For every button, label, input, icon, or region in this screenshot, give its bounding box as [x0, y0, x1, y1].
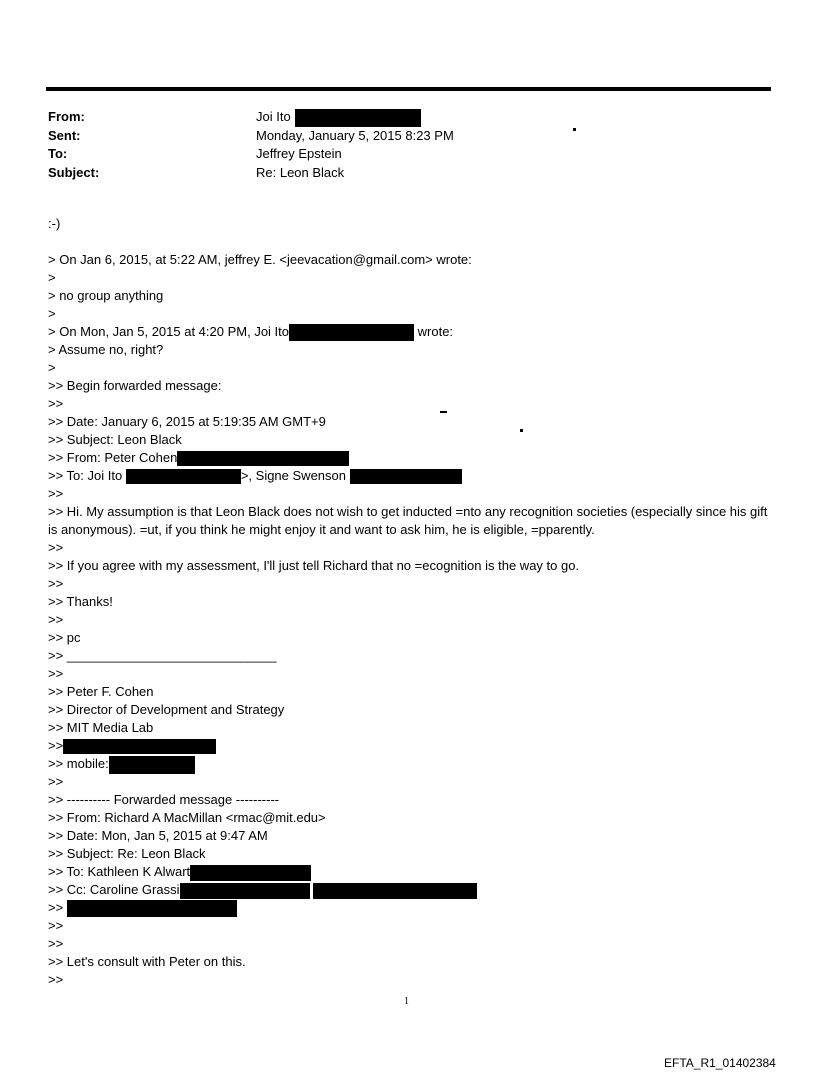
- body-line: >> Date: Mon, Jan 5, 2015 at 9:47 AM: [48, 828, 268, 843]
- body-line: >>: [48, 936, 64, 951]
- redaction-block: [350, 469, 462, 484]
- body-line: > Assume no, right?: [48, 342, 164, 357]
- redaction-block: [63, 739, 216, 754]
- subject-label: Subject:: [48, 164, 100, 180]
- body-line: >: [48, 360, 56, 375]
- from-name: Joi Ito: [256, 109, 291, 124]
- scan-speck: [573, 128, 576, 131]
- body-text: >> Cc: Caroline Grassi: [48, 882, 180, 897]
- to-value: Jeffrey Epstein: [256, 146, 342, 161]
- body-line: >> If you agree with my assessment, I'll just tell Richard that no =ecognition is the way to go.: [48, 558, 580, 573]
- redaction-block: [289, 324, 414, 341]
- body-line: [48, 863, 778, 881]
- body-paragraph: >> Hi. My assumption is that Leon Black does not wish to get inducted =nto any recognition societies (especially since his gift is anonymous). =ut, if you think he might enjoy it and want to ask him, he is eligible, =pparently.: [48, 504, 768, 537]
- redaction-block: [177, 451, 349, 466]
- body-line: >> pc: [48, 630, 81, 645]
- redaction-block: [180, 883, 310, 899]
- body-line: >> Date: January 6, 2015 at 5:19:35 AM GMT+9: [48, 414, 326, 429]
- body-text: wrote:: [417, 324, 454, 339]
- body-line: >> Thanks!: [48, 594, 113, 609]
- body-text: >> mobile:: [48, 756, 109, 771]
- body-line: >> Peter F. Cohen: [48, 684, 154, 699]
- body-line: >>: [48, 576, 64, 591]
- body-line: > On Jan 6, 2015, at 5:22 AM, jeffrey E. <jeevacation@gmail.com> wrote:: [48, 252, 472, 267]
- redaction-block: [295, 109, 421, 127]
- body-line: >: [48, 306, 56, 321]
- body-line: [48, 881, 778, 899]
- body-line: [48, 737, 778, 755]
- body-text: >>: [48, 900, 64, 915]
- body-text: > On Mon, Jan 5, 2015 at 4:20 PM, Joi Ito: [48, 324, 290, 339]
- redaction-block: [109, 756, 195, 774]
- body-line: >> _____________________________: [48, 648, 277, 663]
- body-text: >>: [48, 738, 64, 753]
- body-line: [48, 449, 778, 467]
- body-text: >> To: Kathleen K Alwart: [48, 864, 191, 879]
- body-line: >>: [48, 972, 64, 987]
- body-line: >>: [48, 396, 64, 411]
- from-label: From:: [48, 109, 85, 124]
- body-line: >> Subject: Leon Black: [48, 432, 182, 447]
- body-line: >> Begin forwarded message:: [48, 378, 222, 393]
- email-body: [48, 215, 778, 989]
- body-line: >> Director of Development and Strategy: [48, 702, 285, 717]
- blank-line: [48, 233, 778, 251]
- subject-value: Re: Leon Black: [256, 164, 345, 180]
- body-line: [48, 899, 778, 917]
- redaction-block: [313, 883, 477, 899]
- header-rule: [46, 87, 771, 91]
- body-text: >> From: Peter Cohen: [48, 450, 178, 465]
- body-line: [48, 323, 778, 341]
- body-line: >> Let's consult with Peter on this.: [48, 954, 246, 969]
- body-line: >>: [48, 612, 64, 627]
- body-line: >> ---------- Forwarded message ----------: [48, 792, 280, 807]
- redaction-block: [126, 469, 241, 484]
- sent-label: Sent:: [48, 127, 81, 143]
- body-line: >>: [48, 666, 64, 681]
- body-line: >>: [48, 774, 64, 789]
- body-line: :-): [48, 216, 61, 231]
- body-line: [48, 467, 778, 485]
- from-value: [256, 108, 421, 127]
- body-line: >>: [48, 486, 64, 501]
- sent-value: Monday, January 5, 2015 8:23 PM: [256, 127, 454, 143]
- body-text: >, Signe Swenson: [240, 468, 346, 483]
- body-line: >: [48, 270, 56, 285]
- page-number: 1: [404, 996, 409, 1007]
- body-line: >> From: Richard A MacMillan <rmac@mit.edu>: [48, 810, 326, 825]
- body-line: [48, 755, 778, 773]
- to-label: To:: [48, 146, 68, 161]
- body-text: >> To: Joi Ito: [48, 468, 123, 483]
- body-line: >>: [48, 540, 64, 555]
- body-line: > no group anything: [48, 288, 164, 303]
- body-line: >>: [48, 918, 64, 933]
- redaction-block: [67, 900, 237, 917]
- body-line: >> Subject: Re: Leon Black: [48, 846, 206, 861]
- body-line: >> MIT Media Lab: [48, 720, 154, 735]
- redaction-block: [190, 865, 311, 881]
- document-id: EFTA_R1_01402384: [664, 1056, 776, 1070]
